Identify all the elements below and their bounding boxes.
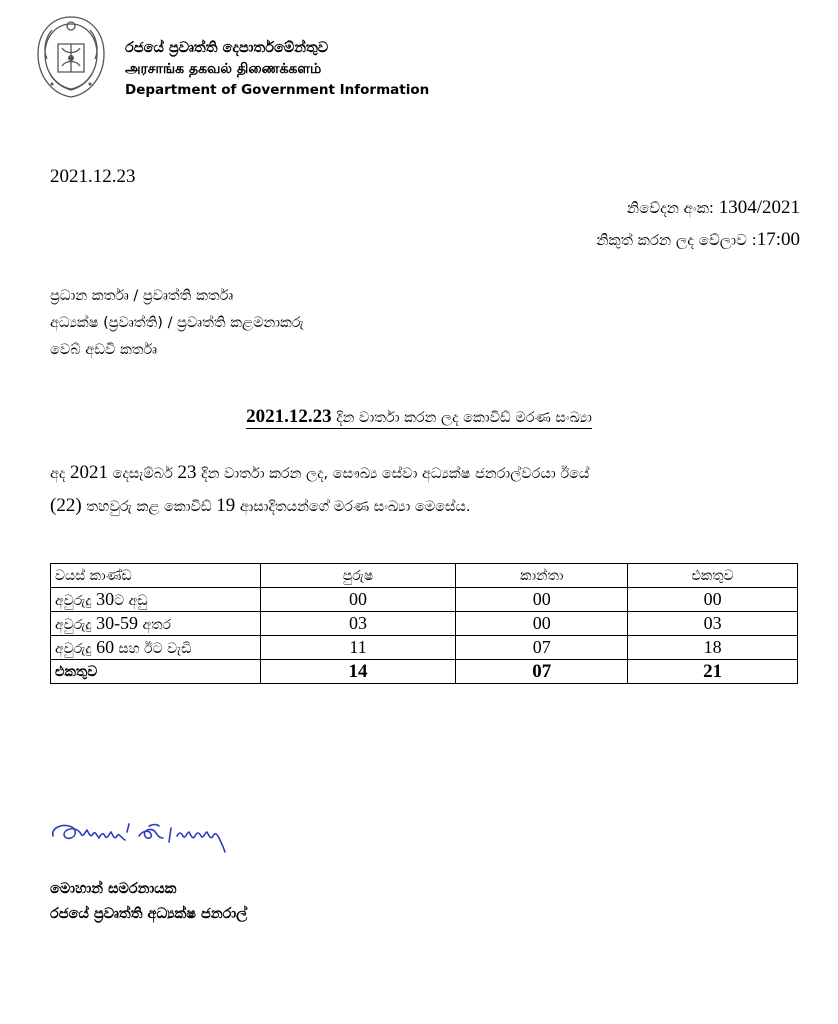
table-row <box>51 636 798 660</box>
grand-total-cell: 21 <box>628 660 798 684</box>
male-cell: 00 <box>260 588 456 612</box>
letterhead <box>32 14 432 106</box>
para-year: 2021 <box>69 462 108 483</box>
dept-name-tamil: அரசாங்க தகவல் திணைக்களம் <box>125 61 322 77</box>
document-title <box>0 406 838 428</box>
signer-title: රජයේ ප්‍රවෘත්ති අධ්‍යක්ෂ ජනරාල් <box>50 906 248 922</box>
intro-paragraph <box>50 457 800 523</box>
total-cell: 03 <box>628 612 798 636</box>
release-number-label: නිවේදන අංක: <box>626 199 714 217</box>
age-number: 30 <box>96 589 115 609</box>
age-group-cell <box>51 636 261 660</box>
total-cell: 00 <box>628 588 798 612</box>
header-male: පුරුෂ <box>260 564 456 588</box>
recipients-list <box>50 283 304 364</box>
para-text: ආසාදිතයන්ගේ මරණ සංඛ්‍යා මෙසේය. <box>235 499 471 515</box>
age-qualifier: සහ ඊට වැඩි <box>114 641 192 657</box>
handwritten-signature-icon <box>47 818 267 868</box>
age-qualifier: ට අඩු <box>114 593 148 609</box>
female-cell: 00 <box>456 612 628 636</box>
age-label: අවුරුදු <box>55 593 97 609</box>
signer-block <box>50 877 247 927</box>
para-text: දින වාර්තා කරන ලද, සෞඛ්‍ය සේවා අධ්‍යක්ෂ ජනරාල්වරයා ඊයේ <box>196 466 590 482</box>
release-time-label: නිකුත් කරන ලද වේලාව : <box>596 231 757 249</box>
recipient-line: ප්‍රධාන කර්තෘ / ප්‍රවෘත්ති කර්තෘ <box>50 288 234 304</box>
age-qualifier: අතර <box>138 617 171 633</box>
para-day: 23 <box>177 462 197 483</box>
header-age-group: වයස් කාණ්ඩ <box>51 564 261 588</box>
deaths-table <box>50 563 798 684</box>
para-prev-day: (22) <box>50 495 82 516</box>
table-row <box>51 588 798 612</box>
total-female-cell: 07 <box>456 660 628 684</box>
total-male-cell: 14 <box>260 660 456 684</box>
age-group-cell <box>51 588 261 612</box>
title-date: 2021.12.23 <box>246 406 332 427</box>
release-reference <box>596 192 800 256</box>
dept-name-english: Department of Government Information <box>125 82 430 98</box>
total-label-cell: එකතුව <box>51 660 261 684</box>
age-label: අවුරුදු <box>55 617 97 633</box>
female-cell: 00 <box>456 588 628 612</box>
para-text: තහවුරු කළ කොවිඩ් <box>81 499 217 515</box>
header-female: කාන්තා <box>456 564 628 588</box>
title-underline <box>246 406 592 429</box>
age-number: 60 <box>96 637 115 657</box>
release-number: 1304/2021 <box>718 197 800 218</box>
table-total-row <box>51 660 798 684</box>
title-text: දින වාර්තා කරන ලද කොවිඩ් මරණ සංඛ්‍යා <box>331 410 592 426</box>
release-time: 17:00 <box>756 229 800 250</box>
dept-name-sinhala: රජයේ ප්‍රවෘත්ති දෙපාර්තමේන්තුව <box>125 40 329 56</box>
header-total: එකතුව <box>628 564 798 588</box>
age-label: අවුරුදු <box>55 641 97 657</box>
para-covid-number: 19 <box>216 495 236 516</box>
release-number-line <box>596 192 800 224</box>
release-time-line <box>596 224 800 256</box>
male-cell: 11 <box>260 636 456 660</box>
recipient-line: අධ්‍යක්ෂ (ප්‍රවෘත්ති) / ප්‍රවෘත්ති කළමනාකරු <box>50 315 304 331</box>
table-header-row <box>51 564 798 588</box>
para-text: දෙසැම්බර් <box>107 466 178 482</box>
table-row <box>51 612 798 636</box>
para-text: අද <box>50 466 70 482</box>
age-group-cell <box>51 612 261 636</box>
male-cell: 03 <box>260 612 456 636</box>
total-cell: 18 <box>628 636 798 660</box>
female-cell: 07 <box>456 636 628 660</box>
recipient-line: වෙබ් අඩවි කර්තෘ <box>50 342 158 358</box>
signer-name: මොහාන් සමරනායක <box>50 881 177 897</box>
department-names <box>125 38 429 101</box>
document-date: 2021.12.23 <box>50 166 136 187</box>
sri-lanka-emblem-icon <box>32 14 110 100</box>
age-number: 30-59 <box>96 613 139 633</box>
